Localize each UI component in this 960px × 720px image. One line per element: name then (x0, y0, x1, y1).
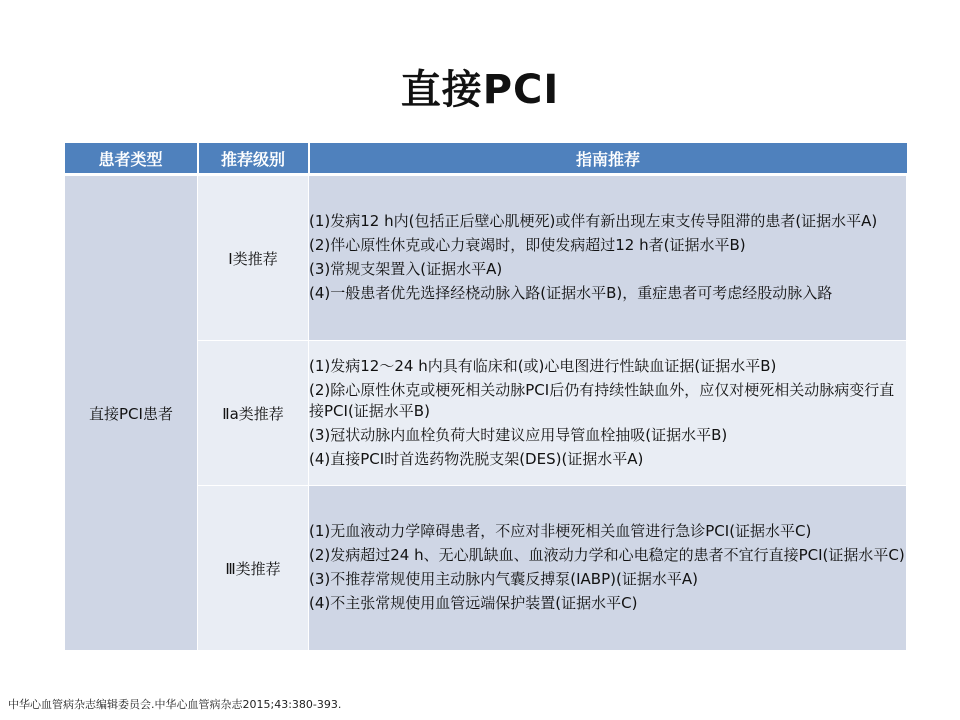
patient-type-cell: 直接PCI患者 (65, 175, 198, 651)
header-patient-type: 患者类型 (65, 143, 198, 175)
recommendations-class-3 (309, 486, 907, 651)
recommendation-item: (3)常规支架置入(证据水平A) (309, 260, 503, 278)
recommendation-item: (4)一般患者优先选择经桡动脉入路(证据水平B)，重症患者可考虑经股动脉入路 (309, 284, 833, 302)
recommendation-item: (2)伴心原性休克或心力衰竭时，即使发病超过12 h者(证据水平B) (309, 236, 746, 254)
table-header-row (65, 143, 907, 175)
guideline-table (64, 143, 907, 651)
recommendation-item: (4)直接PCI时首选药物洗脱支架(DES)(证据水平A) (309, 449, 644, 468)
recommendation-item: (3)不推荐常规使用主动脉内气囊反搏泵(IABP)(证据水平A) (309, 570, 698, 588)
level-class-2a: Ⅱa类推荐 (198, 341, 309, 486)
recommendation-item: (4)不主张常规使用血管远端保护装置(证据水平C) (309, 594, 638, 612)
citation-footnote: 中华心血管病杂志编辑委员会.中华心血管病杂志2015;43:380-393. (8, 698, 342, 711)
header-recommendation-level: 推荐级别 (198, 143, 309, 175)
recommendation-item: (1)发病12 h内(包括正后壁心肌梗死)或伴有新出现左束支传导阻滞的患者(证据水平A) (309, 212, 878, 230)
recommendations-class-1 (309, 175, 907, 341)
recommendation-item: (3)冠状动脉内血栓负荷大时建议应用导管血栓抽吸(证据水平B) (309, 425, 728, 444)
page-title: 直接PCI (400, 67, 560, 113)
recommendation-item: (2)除心原性休克或梗死相关动脉PCI后仍有持续性缺血外，应仅对梗死相关动脉病变行直接PCI(证据水平B) (309, 380, 895, 420)
recommendation-item: (2)发病超过24 h、无心肌缺血、血液动力学和心电稳定的患者不宜行直接PCI(证据水平C) (309, 546, 905, 564)
table-row-class-1 (65, 175, 907, 341)
recommendation-item: (1)发病12～24 h内具有临床和(或)心电图进行性缺血证据(证据水平B) (309, 356, 777, 375)
recommendations-class-2a (309, 341, 907, 486)
header-guideline-recommendation: 指南推荐 (309, 143, 907, 175)
level-class-3: Ⅲ类推荐 (198, 486, 309, 651)
recommendation-item: (1)无血液动力学障碍患者，不应对非梗死相关血管进行急诊PCI(证据水平C) (309, 522, 812, 540)
level-class-1: Ⅰ类推荐 (198, 175, 309, 341)
